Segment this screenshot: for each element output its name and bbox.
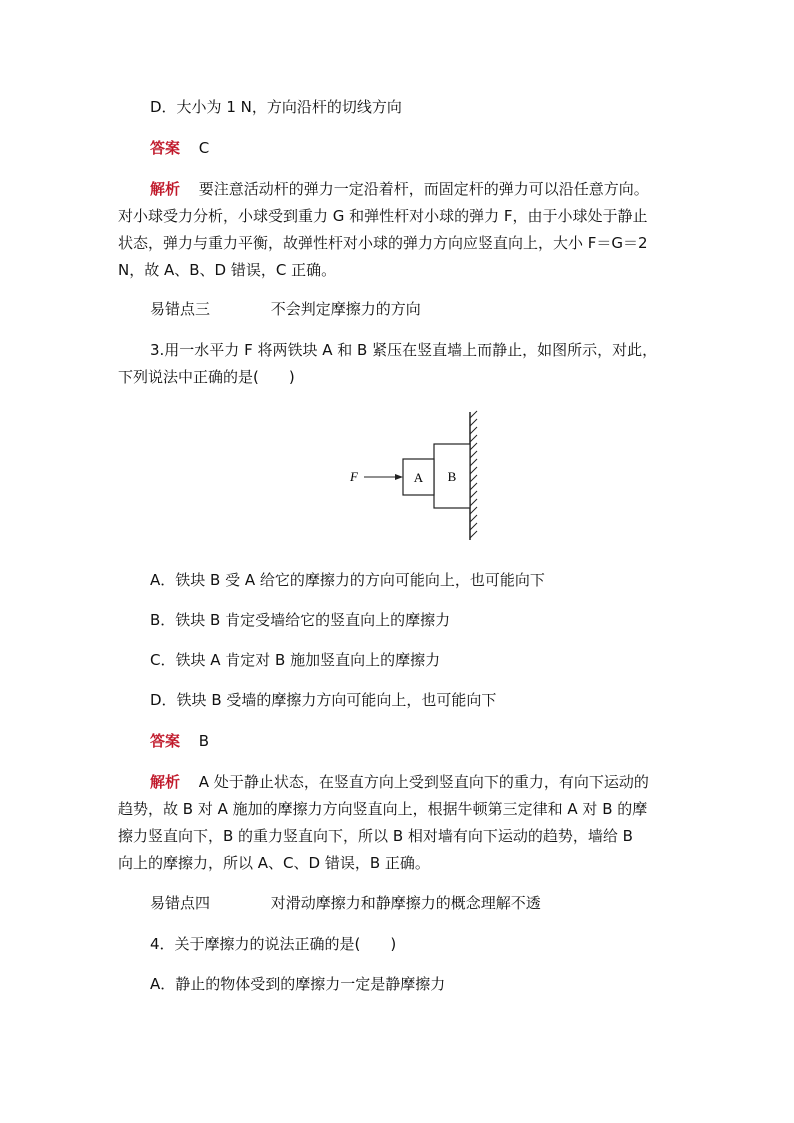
q2-analysis-line-4: N，故 A、B、D 错误，C 正确。 xyxy=(118,261,337,279)
wall-hatching xyxy=(470,411,477,538)
block-b-label: B xyxy=(447,469,457,484)
section-label: 易错点四 xyxy=(150,894,211,912)
analysis-label: 解析 xyxy=(150,773,181,791)
q3-stem-line-1: 3.用一水平力 F 将两铁块 A 和 B 紧压在竖直墙上而静止，如图所示，对此， xyxy=(150,341,658,359)
q3-analysis-line-3: 擦力竖直向下，B 的重力竖直向下，所以 B 相对墙有向下运动的趋势，墙给 B xyxy=(118,827,633,845)
section-title: 不会判定摩擦力的方向 xyxy=(270,300,421,318)
analysis-text: 要注意活动杆的弹力一定沿着杆，而固定杆的弹力可以沿任意方向。 xyxy=(198,180,649,198)
q3-option-a: A．铁块 B 受 A 给它的摩擦力的方向可能向上，也可能向下 xyxy=(150,571,545,589)
section-4-heading xyxy=(150,893,541,913)
answer-label: 答案 xyxy=(150,139,181,157)
q3-stem-line-2: 下列说法中正确的是( ) xyxy=(118,368,295,386)
blocks-wall-figure xyxy=(340,408,488,544)
q2-analysis-line-2: 对小球受力分析，小球受到重力 G 和弹性杆对小球的弹力 F，由于小球处于静止 xyxy=(118,207,648,225)
q3-answer xyxy=(150,731,209,751)
q3-analysis-line-1 xyxy=(150,772,649,792)
q3-option-b: B．铁块 B 肯定受墙给它的竖直向上的摩擦力 xyxy=(150,611,451,629)
q4-stem: 4．关于摩擦力的说法正确的是( ) xyxy=(150,935,397,953)
q2-answer xyxy=(150,138,209,158)
q2-analysis-line-3: 状态，弹力与重力平衡，故弹性杆对小球的弹力方向应竖直向上，大小 F＝G＝2 xyxy=(118,234,648,252)
q3-option-c: C．铁块 A 肯定对 B 施加竖直向上的摩擦力 xyxy=(150,651,441,669)
q2-option-d: D．大小为 1 N，方向沿杆的切线方向 xyxy=(150,98,402,116)
force-arrow-head xyxy=(395,474,403,480)
answer-label: 答案 xyxy=(150,732,181,750)
analysis-text: A 处于静止状态，在竖直方向上受到竖直向下的重力，有向下运动的 xyxy=(198,773,649,791)
analysis-label: 解析 xyxy=(150,180,181,198)
q3-option-d: D．铁块 B 受墙的摩擦力方向可能向上，也可能向下 xyxy=(150,691,497,709)
block-a-label: A xyxy=(413,470,424,485)
answer-value: C xyxy=(198,139,210,157)
q4-option-a: A．静止的物体受到的摩擦力一定是静摩擦力 xyxy=(150,975,446,993)
q3-analysis-line-2: 趋势，故 B 对 A 施加的摩擦力方向竖直向上，根据牛顿第三定律和 A 对 B 的摩 xyxy=(118,800,648,818)
force-label: F xyxy=(350,469,358,484)
section-3-heading xyxy=(150,299,421,319)
q2-analysis-line-1 xyxy=(150,179,649,199)
q3-analysis-line-4: 向上的摩擦力，所以 A、C、D 错误，B 正确。 xyxy=(118,854,430,872)
section-label: 易错点三 xyxy=(150,300,211,318)
answer-value: B xyxy=(198,732,210,750)
section-title: 对滑动摩擦力和静摩擦力的概念理解不透 xyxy=(270,894,541,912)
